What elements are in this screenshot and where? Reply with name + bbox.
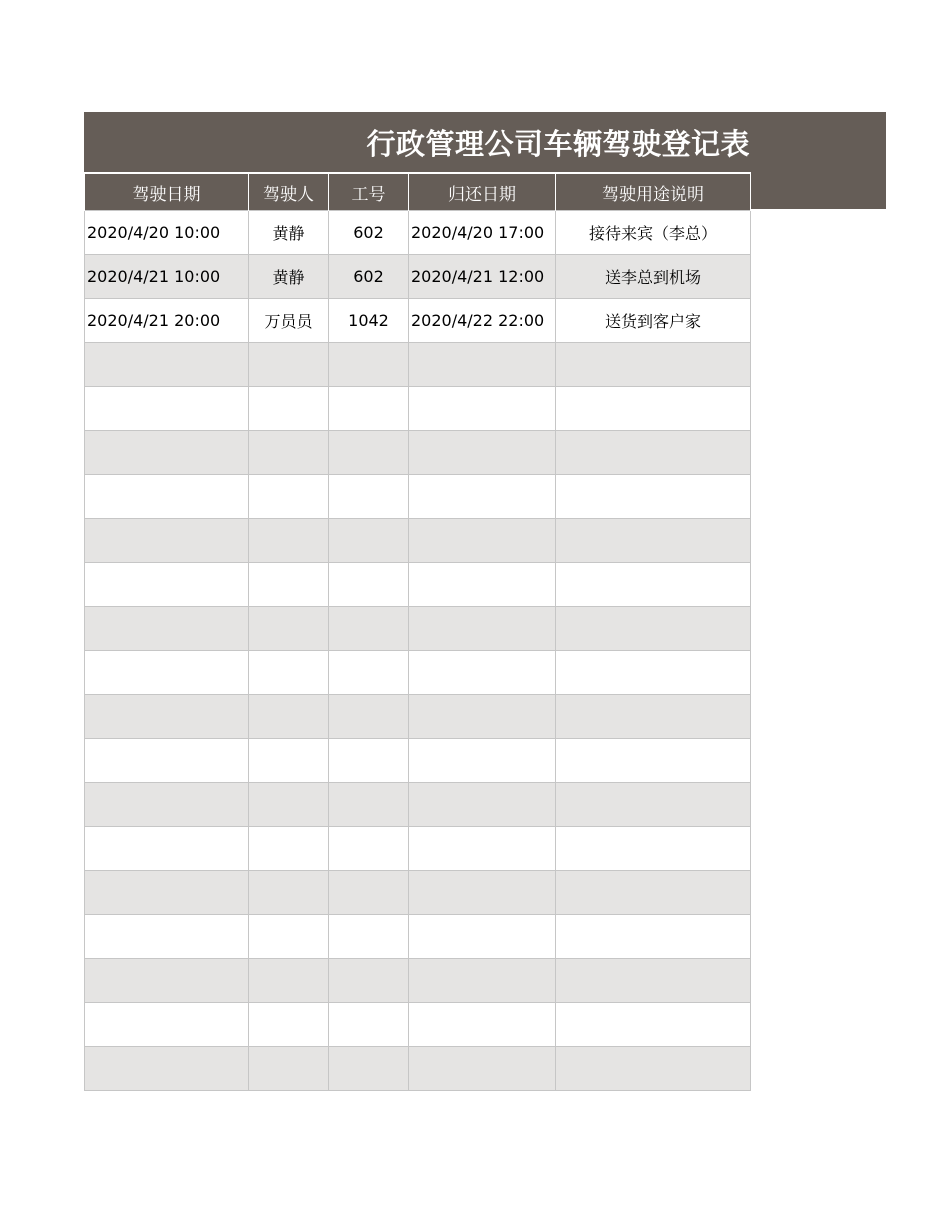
cell-employee-id[interactable] <box>329 475 409 519</box>
cell-employee-id[interactable] <box>329 739 409 783</box>
cell-drive-date[interactable] <box>85 695 249 739</box>
cell-drive-date[interactable]: 2020/4/21 20:00 <box>85 299 249 343</box>
cell-employee-id[interactable] <box>329 431 409 475</box>
table-row <box>85 827 751 871</box>
table-row <box>85 563 751 607</box>
cell-purpose[interactable]: 送货到客户家 <box>556 299 751 343</box>
cell-return-date[interactable] <box>409 475 556 519</box>
cell-employee-id[interactable] <box>329 387 409 431</box>
cell-drive-date[interactable] <box>85 475 249 519</box>
cell-drive-date[interactable] <box>85 959 249 1003</box>
cell-drive-date[interactable]: 2020/4/21 10:00 <box>85 255 249 299</box>
cell-purpose[interactable] <box>556 1003 751 1047</box>
cell-employee-id[interactable] <box>329 1047 409 1091</box>
table-row <box>85 255 751 299</box>
table-body <box>85 211 751 1091</box>
cell-employee-id[interactable] <box>329 695 409 739</box>
cell-drive-date[interactable] <box>85 343 249 387</box>
cell-drive-date[interactable] <box>85 563 249 607</box>
table-row <box>85 519 751 563</box>
cell-purpose[interactable] <box>556 739 751 783</box>
cell-employee-id[interactable] <box>329 915 409 959</box>
cell-purpose[interactable] <box>556 1047 751 1091</box>
table-row <box>85 475 751 519</box>
cell-employee-id[interactable] <box>329 783 409 827</box>
cell-purpose[interactable] <box>556 607 751 651</box>
cell-return-date[interactable] <box>409 519 556 563</box>
cell-return-date[interactable]: 2020/4/20 17:00 <box>409 211 556 255</box>
cell-drive-date[interactable] <box>85 739 249 783</box>
cell-purpose[interactable] <box>556 431 751 475</box>
table-row <box>85 211 751 255</box>
table-row <box>85 1003 751 1047</box>
cell-return-date[interactable] <box>409 783 556 827</box>
cell-driver[interactable] <box>249 387 329 431</box>
table-row <box>85 607 751 651</box>
table-header <box>85 173 751 211</box>
cell-drive-date[interactable] <box>85 871 249 915</box>
cell-drive-date[interactable] <box>85 915 249 959</box>
cell-return-date[interactable] <box>409 915 556 959</box>
cell-drive-date[interactable]: 2020/4/20 10:00 <box>85 211 249 255</box>
cell-employee-id[interactable] <box>329 827 409 871</box>
table-row <box>85 343 751 387</box>
header-purpose: 驾驶用途说明 <box>556 173 751 211</box>
cell-return-date[interactable] <box>409 343 556 387</box>
table-row <box>85 739 751 783</box>
table-row <box>85 783 751 827</box>
cell-employee-id[interactable] <box>329 651 409 695</box>
cell-purpose[interactable] <box>556 387 751 431</box>
cell-return-date[interactable] <box>409 563 556 607</box>
cell-employee-id[interactable] <box>329 1003 409 1047</box>
cell-employee-id[interactable] <box>329 871 409 915</box>
cell-purpose[interactable] <box>556 783 751 827</box>
cell-return-date[interactable]: 2020/4/21 12:00 <box>409 255 556 299</box>
cell-drive-date[interactable] <box>85 519 249 563</box>
cell-drive-date[interactable] <box>85 651 249 695</box>
cell-driver[interactable] <box>249 739 329 783</box>
cell-drive-date[interactable] <box>85 431 249 475</box>
cell-drive-date[interactable] <box>85 607 249 651</box>
cell-driver[interactable] <box>249 431 329 475</box>
cell-driver[interactable] <box>249 563 329 607</box>
vehicle-log-table <box>84 172 751 1091</box>
table-row <box>85 1047 751 1091</box>
table-row <box>85 695 751 739</box>
cell-driver[interactable] <box>249 1047 329 1091</box>
cell-return-date[interactable] <box>409 607 556 651</box>
cell-return-date[interactable] <box>409 1003 556 1047</box>
cell-employee-id[interactable]: 602 <box>329 211 409 255</box>
cell-return-date[interactable] <box>409 387 556 431</box>
cell-purpose[interactable] <box>556 827 751 871</box>
header-return-date: 归还日期 <box>409 173 556 211</box>
cell-return-date[interactable] <box>409 651 556 695</box>
cell-drive-date[interactable] <box>85 387 249 431</box>
cell-driver[interactable]: 黄静 <box>249 211 329 255</box>
cell-driver[interactable] <box>249 343 329 387</box>
table-row <box>85 431 751 475</box>
cell-drive-date[interactable] <box>85 827 249 871</box>
cell-purpose[interactable] <box>556 871 751 915</box>
cell-driver[interactable] <box>249 783 329 827</box>
cell-purpose[interactable] <box>556 959 751 1003</box>
cell-driver[interactable] <box>249 827 329 871</box>
cell-return-date[interactable] <box>409 739 556 783</box>
cell-purpose[interactable] <box>556 651 751 695</box>
cell-driver[interactable] <box>249 651 329 695</box>
cell-employee-id[interactable] <box>329 343 409 387</box>
cell-drive-date[interactable] <box>85 783 249 827</box>
cell-return-date[interactable] <box>409 871 556 915</box>
cell-employee-id[interactable] <box>329 959 409 1003</box>
cell-purpose[interactable] <box>556 695 751 739</box>
cell-return-date[interactable] <box>409 431 556 475</box>
cell-driver[interactable] <box>249 959 329 1003</box>
cell-employee-id[interactable] <box>329 563 409 607</box>
header-driver: 驾驶人 <box>249 173 329 211</box>
cell-employee-id[interactable] <box>329 607 409 651</box>
header-employee-id: 工号 <box>329 173 409 211</box>
cell-purpose[interactable] <box>556 343 751 387</box>
cell-driver[interactable] <box>249 475 329 519</box>
table-row <box>85 387 751 431</box>
cell-driver[interactable] <box>249 915 329 959</box>
cell-purpose[interactable] <box>556 563 751 607</box>
cell-drive-date[interactable] <box>85 1047 249 1091</box>
cell-purpose[interactable] <box>556 915 751 959</box>
table-row <box>85 871 751 915</box>
cell-purpose[interactable] <box>556 475 751 519</box>
table-row <box>85 959 751 1003</box>
cell-driver[interactable]: 黄静 <box>249 255 329 299</box>
cell-return-date[interactable] <box>409 1047 556 1091</box>
cell-purpose[interactable]: 送李总到机场 <box>556 255 751 299</box>
cell-return-date[interactable] <box>409 695 556 739</box>
header-drive-date: 驾驶日期 <box>85 173 249 211</box>
cell-driver[interactable]: 万员员 <box>249 299 329 343</box>
header-row <box>85 173 751 211</box>
cell-driver[interactable] <box>249 1003 329 1047</box>
table-row <box>85 299 751 343</box>
cell-employee-id[interactable]: 1042 <box>329 299 409 343</box>
cell-return-date[interactable] <box>409 959 556 1003</box>
cell-return-date[interactable] <box>409 827 556 871</box>
cell-employee-id[interactable]: 602 <box>329 255 409 299</box>
table-row <box>85 651 751 695</box>
cell-return-date[interactable]: 2020/4/22 22:00 <box>409 299 556 343</box>
cell-driver[interactable] <box>249 695 329 739</box>
cell-purpose[interactable]: 接待来宾（李总） <box>556 211 751 255</box>
sheet-title: 行政管理公司车辆驾驶登记表 <box>366 127 750 161</box>
cell-driver[interactable] <box>249 871 329 915</box>
cell-purpose[interactable] <box>556 519 751 563</box>
cell-driver[interactable] <box>249 607 329 651</box>
cell-drive-date[interactable] <box>85 1003 249 1047</box>
cell-employee-id[interactable] <box>329 519 409 563</box>
cell-driver[interactable] <box>249 519 329 563</box>
table-row <box>85 915 751 959</box>
